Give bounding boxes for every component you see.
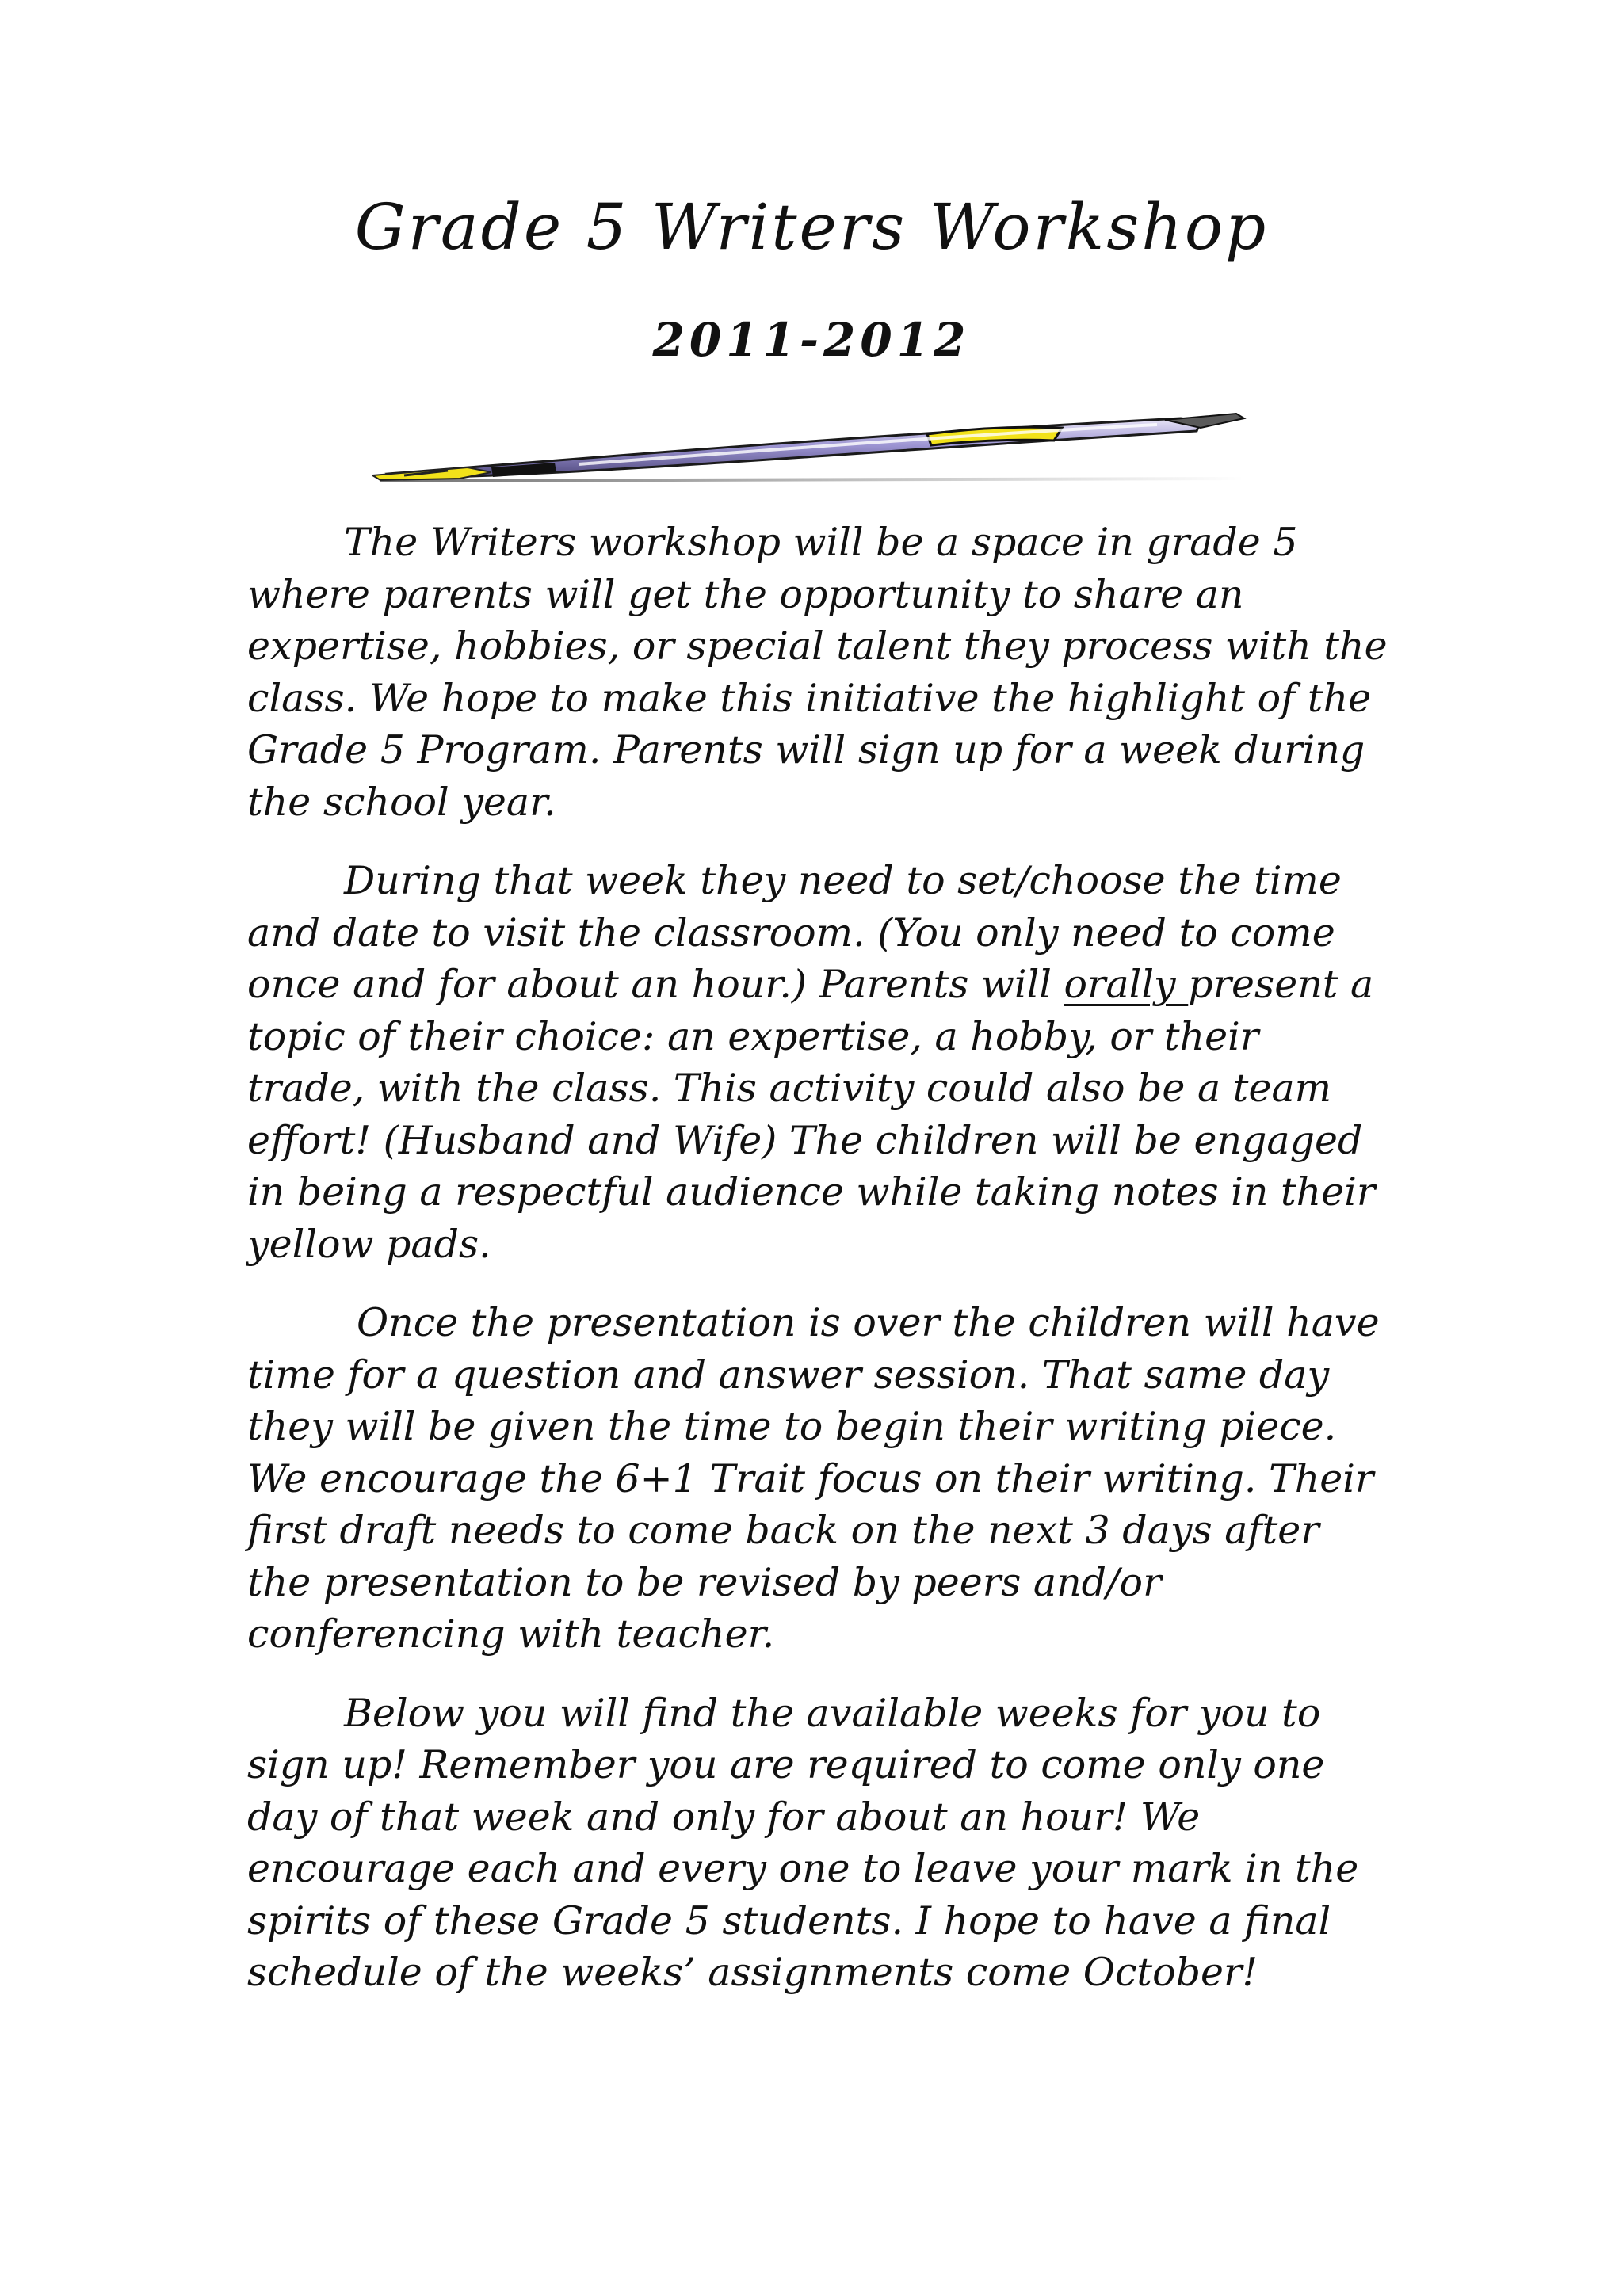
paragraph-visit-end: present a topic of their choice: an expertise, a hobby, or their trade, with the class. This activity could also be a team effort! (Husband and Wife) The children will be engaged in being a respectful audience while taking notes in their yellow pads.: [247, 962, 1376, 1267]
page-title: Grade 5 Writers Workshop: [354, 190, 1269, 264]
school-year: 2011-2012: [652, 313, 971, 367]
paragraph-signup: Below you will find the available weeks for you to sign up! Remember you are required to come only one day of that week and only for about an hour! We encourage each and every one to leave your mark in the spirits of these Grade 5 students. I hope to have a final schedule of the weeks’ assignments come October!: [247, 1690, 1359, 1995]
paragraph-presentation: Once the presentation is over the children will have time for a question and answer session. That same day they will be given the time to begin their writing piece. We encourage the 6+1 Trait focus on their writing. Their first draft needs to come back on the next 3 days after the presentation to be revised by peers and/or conferencing with teacher.: [247, 1300, 1380, 1657]
body-text: [247, 517, 1388, 2026]
paragraph-visit-start: During that week they need to set/choose the time and date to visit the classroom. (You only need to come once and for about an hour.) Parents will: [247, 858, 1342, 1007]
underlined-word: orally: [1064, 962, 1189, 1007]
paragraph-intro: The Writers workshop will be a space in grade 5 where parents will get the opportunity to share an expertise, hobbies, or special talent they process with the class. We hope to make this initiative the highlight of the Grade 5 Program. Parents will sign up for a week during the school year.: [247, 520, 1388, 825]
pen-icon: [372, 404, 1252, 491]
paragraph-visit: [247, 855, 1388, 1270]
